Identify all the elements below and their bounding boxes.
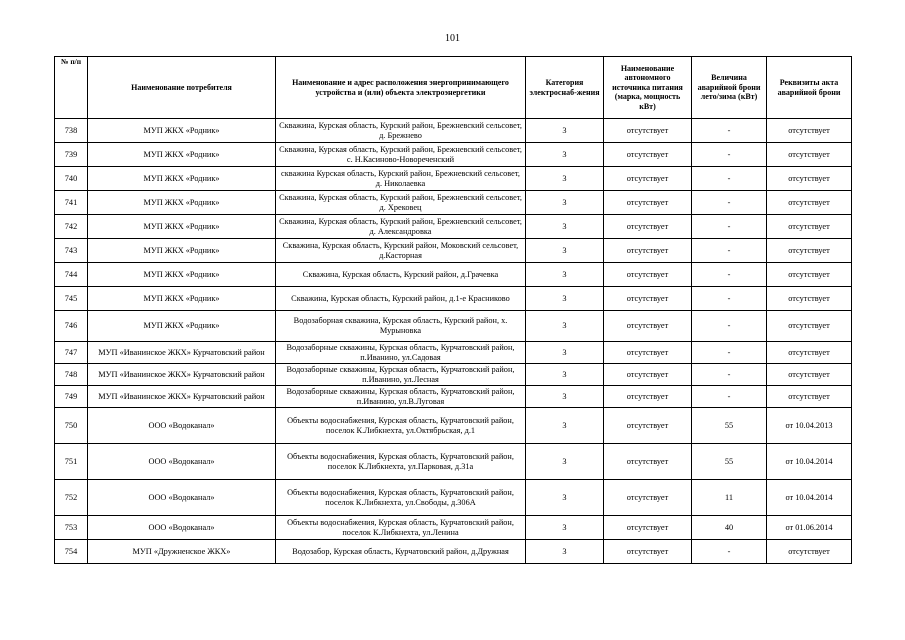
- cell-category: 3: [526, 408, 604, 444]
- cell-source: отсутствует: [604, 191, 692, 215]
- table-row: [55, 364, 852, 386]
- cell-consumer: МУП «Иванинское ЖКХ» Курчатовский район: [88, 364, 276, 386]
- cell-consumer: МУП ЖКХ «Родник»: [88, 287, 276, 311]
- cell-object: Скважина, Курская область, Курский район, Брежневский сельсовет, д. Хрековец: [276, 191, 526, 215]
- cell-source: отсутствует: [604, 167, 692, 191]
- cell-object: Скважина, Курская область, Курский район, д.1-е Красниково: [276, 287, 526, 311]
- cell-num: 738: [55, 119, 88, 143]
- cell-source: отсутствует: [604, 444, 692, 480]
- cell-act: отсутствует: [767, 540, 852, 564]
- table-row: [55, 480, 852, 516]
- cell-object: Объекты водоснабжения, Курская область, Курчатовский район, поселок К.Либкнехта, ул.Парковая, д.31а: [276, 444, 526, 480]
- cell-reserve: -: [692, 540, 767, 564]
- cell-act: отсутствует: [767, 191, 852, 215]
- cell-consumer: ООО «Водоканал»: [88, 408, 276, 444]
- cell-consumer: МУП «Дружненское ЖКХ»: [88, 540, 276, 564]
- cell-source: отсутствует: [604, 119, 692, 143]
- cell-act: отсутствует: [767, 119, 852, 143]
- cell-source: отсутствует: [604, 364, 692, 386]
- cell-reserve: -: [692, 119, 767, 143]
- cell-object: Водозабор, Курская область, Курчатовский район, д.Дружная: [276, 540, 526, 564]
- cell-reserve: 55: [692, 444, 767, 480]
- cell-consumer: МУП ЖКХ «Родник»: [88, 215, 276, 239]
- cell-consumer: ООО «Водоканал»: [88, 480, 276, 516]
- table-header-row: [55, 57, 852, 119]
- cell-num: 739: [55, 143, 88, 167]
- cell-num: 754: [55, 540, 88, 564]
- cell-consumer: ООО «Водоканал»: [88, 516, 276, 540]
- header-num: № п/п: [55, 57, 88, 119]
- table-row: [55, 287, 852, 311]
- cell-source: отсутствует: [604, 516, 692, 540]
- table-row: [55, 540, 852, 564]
- table-row: [55, 239, 852, 263]
- cell-act: отсутствует: [767, 386, 852, 408]
- cell-object: Объекты водоснабжения, Курская область, Курчатовский район, поселок К.Либкнехта, ул.Свободы, д.306А: [276, 480, 526, 516]
- cell-source: отсутствует: [604, 287, 692, 311]
- header-reserve: Величина аварийной брони лето/зима (кВт): [692, 57, 767, 119]
- cell-object: Скважина, Курская область, Курский район, Брежневский сельсовет, д. Брежнево: [276, 119, 526, 143]
- cell-reserve: -: [692, 386, 767, 408]
- cell-act: отсутствует: [767, 287, 852, 311]
- cell-source: отсутствует: [604, 342, 692, 364]
- cell-consumer: МУП ЖКХ «Родник»: [88, 239, 276, 263]
- cell-num: 752: [55, 480, 88, 516]
- cell-consumer: МУП ЖКХ «Родник»: [88, 191, 276, 215]
- header-object: Наименование и адрес расположения энергопринимающего устройства и (или) объекта электроэнергетики: [276, 57, 526, 119]
- cell-reserve: -: [692, 239, 767, 263]
- cell-act: отсутствует: [767, 215, 852, 239]
- cell-object: Скважина, Курская область, Курский район, Моковский сельсовет, д.Касторная: [276, 239, 526, 263]
- cell-object: Водозаборные скважины, Курская область, Курчатовский район, п.Иванино, ул.Садовая: [276, 342, 526, 364]
- cell-num: 741: [55, 191, 88, 215]
- cell-category: 3: [526, 191, 604, 215]
- table-row: [55, 342, 852, 364]
- cell-category: 3: [526, 167, 604, 191]
- header-source: Наименование автономного источника питания (марка, мощность кВт): [604, 57, 692, 119]
- cell-reserve: -: [692, 263, 767, 287]
- table-row: [55, 444, 852, 480]
- cell-consumer: МУП ЖКХ «Родник»: [88, 119, 276, 143]
- cell-num: 740: [55, 167, 88, 191]
- header-consumer: Наименование потребителя: [88, 57, 276, 119]
- cell-reserve: -: [692, 215, 767, 239]
- cell-reserve: -: [692, 342, 767, 364]
- table-row: [55, 215, 852, 239]
- cell-consumer: МУП ЖКХ «Родник»: [88, 311, 276, 342]
- cell-object: Объекты водоснабжения, Курская область, Курчатовский район, поселок К.Либкнехта, ул.Ленина: [276, 516, 526, 540]
- table-row: [55, 386, 852, 408]
- cell-reserve: -: [692, 287, 767, 311]
- cell-source: отсутствует: [604, 215, 692, 239]
- table-row: [55, 167, 852, 191]
- cell-source: отсутствует: [604, 311, 692, 342]
- cell-source: отсутствует: [604, 540, 692, 564]
- cell-source: отсутствует: [604, 408, 692, 444]
- cell-source: отсутствует: [604, 239, 692, 263]
- cell-object: Водозаборные скважины, Курская область, Курчатовский район, п.Иванино, ул.Лесная: [276, 364, 526, 386]
- cell-reserve: -: [692, 311, 767, 342]
- cell-num: 745: [55, 287, 88, 311]
- cell-reserve: -: [692, 143, 767, 167]
- cell-act: отсутствует: [767, 342, 852, 364]
- table-row: [55, 143, 852, 167]
- cell-source: отсутствует: [604, 143, 692, 167]
- cell-reserve: -: [692, 167, 767, 191]
- header-act: Реквизиты акта аварийной брони: [767, 57, 852, 119]
- cell-category: 3: [526, 386, 604, 408]
- cell-consumer: МУП «Иванинское ЖКХ» Курчатовский район: [88, 342, 276, 364]
- table-row: [55, 408, 852, 444]
- cell-object: Объекты водоснабжения, Курская область, Курчатовский район, поселок К.Либкнехта, ул.Октябрьская, д.1: [276, 408, 526, 444]
- cell-category: 3: [526, 239, 604, 263]
- table-row: [55, 263, 852, 287]
- cell-consumer: МУП ЖКХ «Родник»: [88, 143, 276, 167]
- cell-category: 3: [526, 444, 604, 480]
- cell-act: от 01.06.2014: [767, 516, 852, 540]
- cell-act: отсутствует: [767, 143, 852, 167]
- cell-category: 3: [526, 215, 604, 239]
- cell-category: 3: [526, 480, 604, 516]
- cell-category: 3: [526, 311, 604, 342]
- table-row: [55, 311, 852, 342]
- cell-act: от 10.04.2014: [767, 444, 852, 480]
- cell-object: Скважина, Курская область, Курский район, Брежневский сельсовет, д. Александровка: [276, 215, 526, 239]
- cell-act: от 10.04.2013: [767, 408, 852, 444]
- cell-source: отсутствует: [604, 480, 692, 516]
- cell-category: 3: [526, 516, 604, 540]
- cell-source: отсутствует: [604, 386, 692, 408]
- cell-reserve: -: [692, 364, 767, 386]
- cell-category: 3: [526, 342, 604, 364]
- cell-num: 742: [55, 215, 88, 239]
- cell-act: отсутствует: [767, 311, 852, 342]
- page-number: 101: [445, 33, 460, 44]
- cell-object: Водозаборные скважины, Курская область, Курчатовский район, п.Иванино, ул.В.Луговая: [276, 386, 526, 408]
- cell-consumer: МУП ЖКХ «Родник»: [88, 167, 276, 191]
- cell-num: 744: [55, 263, 88, 287]
- table-row: [55, 516, 852, 540]
- cell-object: Скважина, Курская область, Курский район, Брежневский сельсовет, с. Н.Касиново-Новореченский: [276, 143, 526, 167]
- cell-num: 751: [55, 444, 88, 480]
- cell-reserve: 40: [692, 516, 767, 540]
- emergency-reserve-table: [54, 56, 852, 564]
- table-body: [55, 119, 852, 564]
- cell-act: отсутствует: [767, 364, 852, 386]
- cell-consumer: ООО «Водоканал»: [88, 444, 276, 480]
- cell-reserve: -: [692, 191, 767, 215]
- cell-reserve: 55: [692, 408, 767, 444]
- cell-act: от 10.04.2014: [767, 480, 852, 516]
- cell-consumer: МУП ЖКХ «Родник»: [88, 263, 276, 287]
- cell-act: отсутствует: [767, 239, 852, 263]
- cell-num: 749: [55, 386, 88, 408]
- cell-category: 3: [526, 143, 604, 167]
- cell-num: 750: [55, 408, 88, 444]
- table-row: [55, 191, 852, 215]
- cell-num: 747: [55, 342, 88, 364]
- cell-category: 3: [526, 540, 604, 564]
- cell-act: отсутствует: [767, 263, 852, 287]
- cell-object: скважина Курская область, Курский район, Брежневский сельсовет, д. Николаевка: [276, 167, 526, 191]
- cell-source: отсутствует: [604, 263, 692, 287]
- table-row: [55, 119, 852, 143]
- cell-num: 746: [55, 311, 88, 342]
- header-category: Категория электроснаб-жения: [526, 57, 604, 119]
- cell-category: 3: [526, 119, 604, 143]
- cell-category: 3: [526, 263, 604, 287]
- cell-reserve: 11: [692, 480, 767, 516]
- cell-num: 743: [55, 239, 88, 263]
- cell-category: 3: [526, 364, 604, 386]
- cell-consumer: МУП «Иванинское ЖКХ» Курчатовский район: [88, 386, 276, 408]
- cell-act: отсутствует: [767, 167, 852, 191]
- cell-category: 3: [526, 287, 604, 311]
- cell-num: 753: [55, 516, 88, 540]
- cell-object: Водозаборная скважина, Курская область, Курский район, х. Мурыновка: [276, 311, 526, 342]
- cell-num: 748: [55, 364, 88, 386]
- cell-object: Скважина, Курская область, Курский район, д.Грачевка: [276, 263, 526, 287]
